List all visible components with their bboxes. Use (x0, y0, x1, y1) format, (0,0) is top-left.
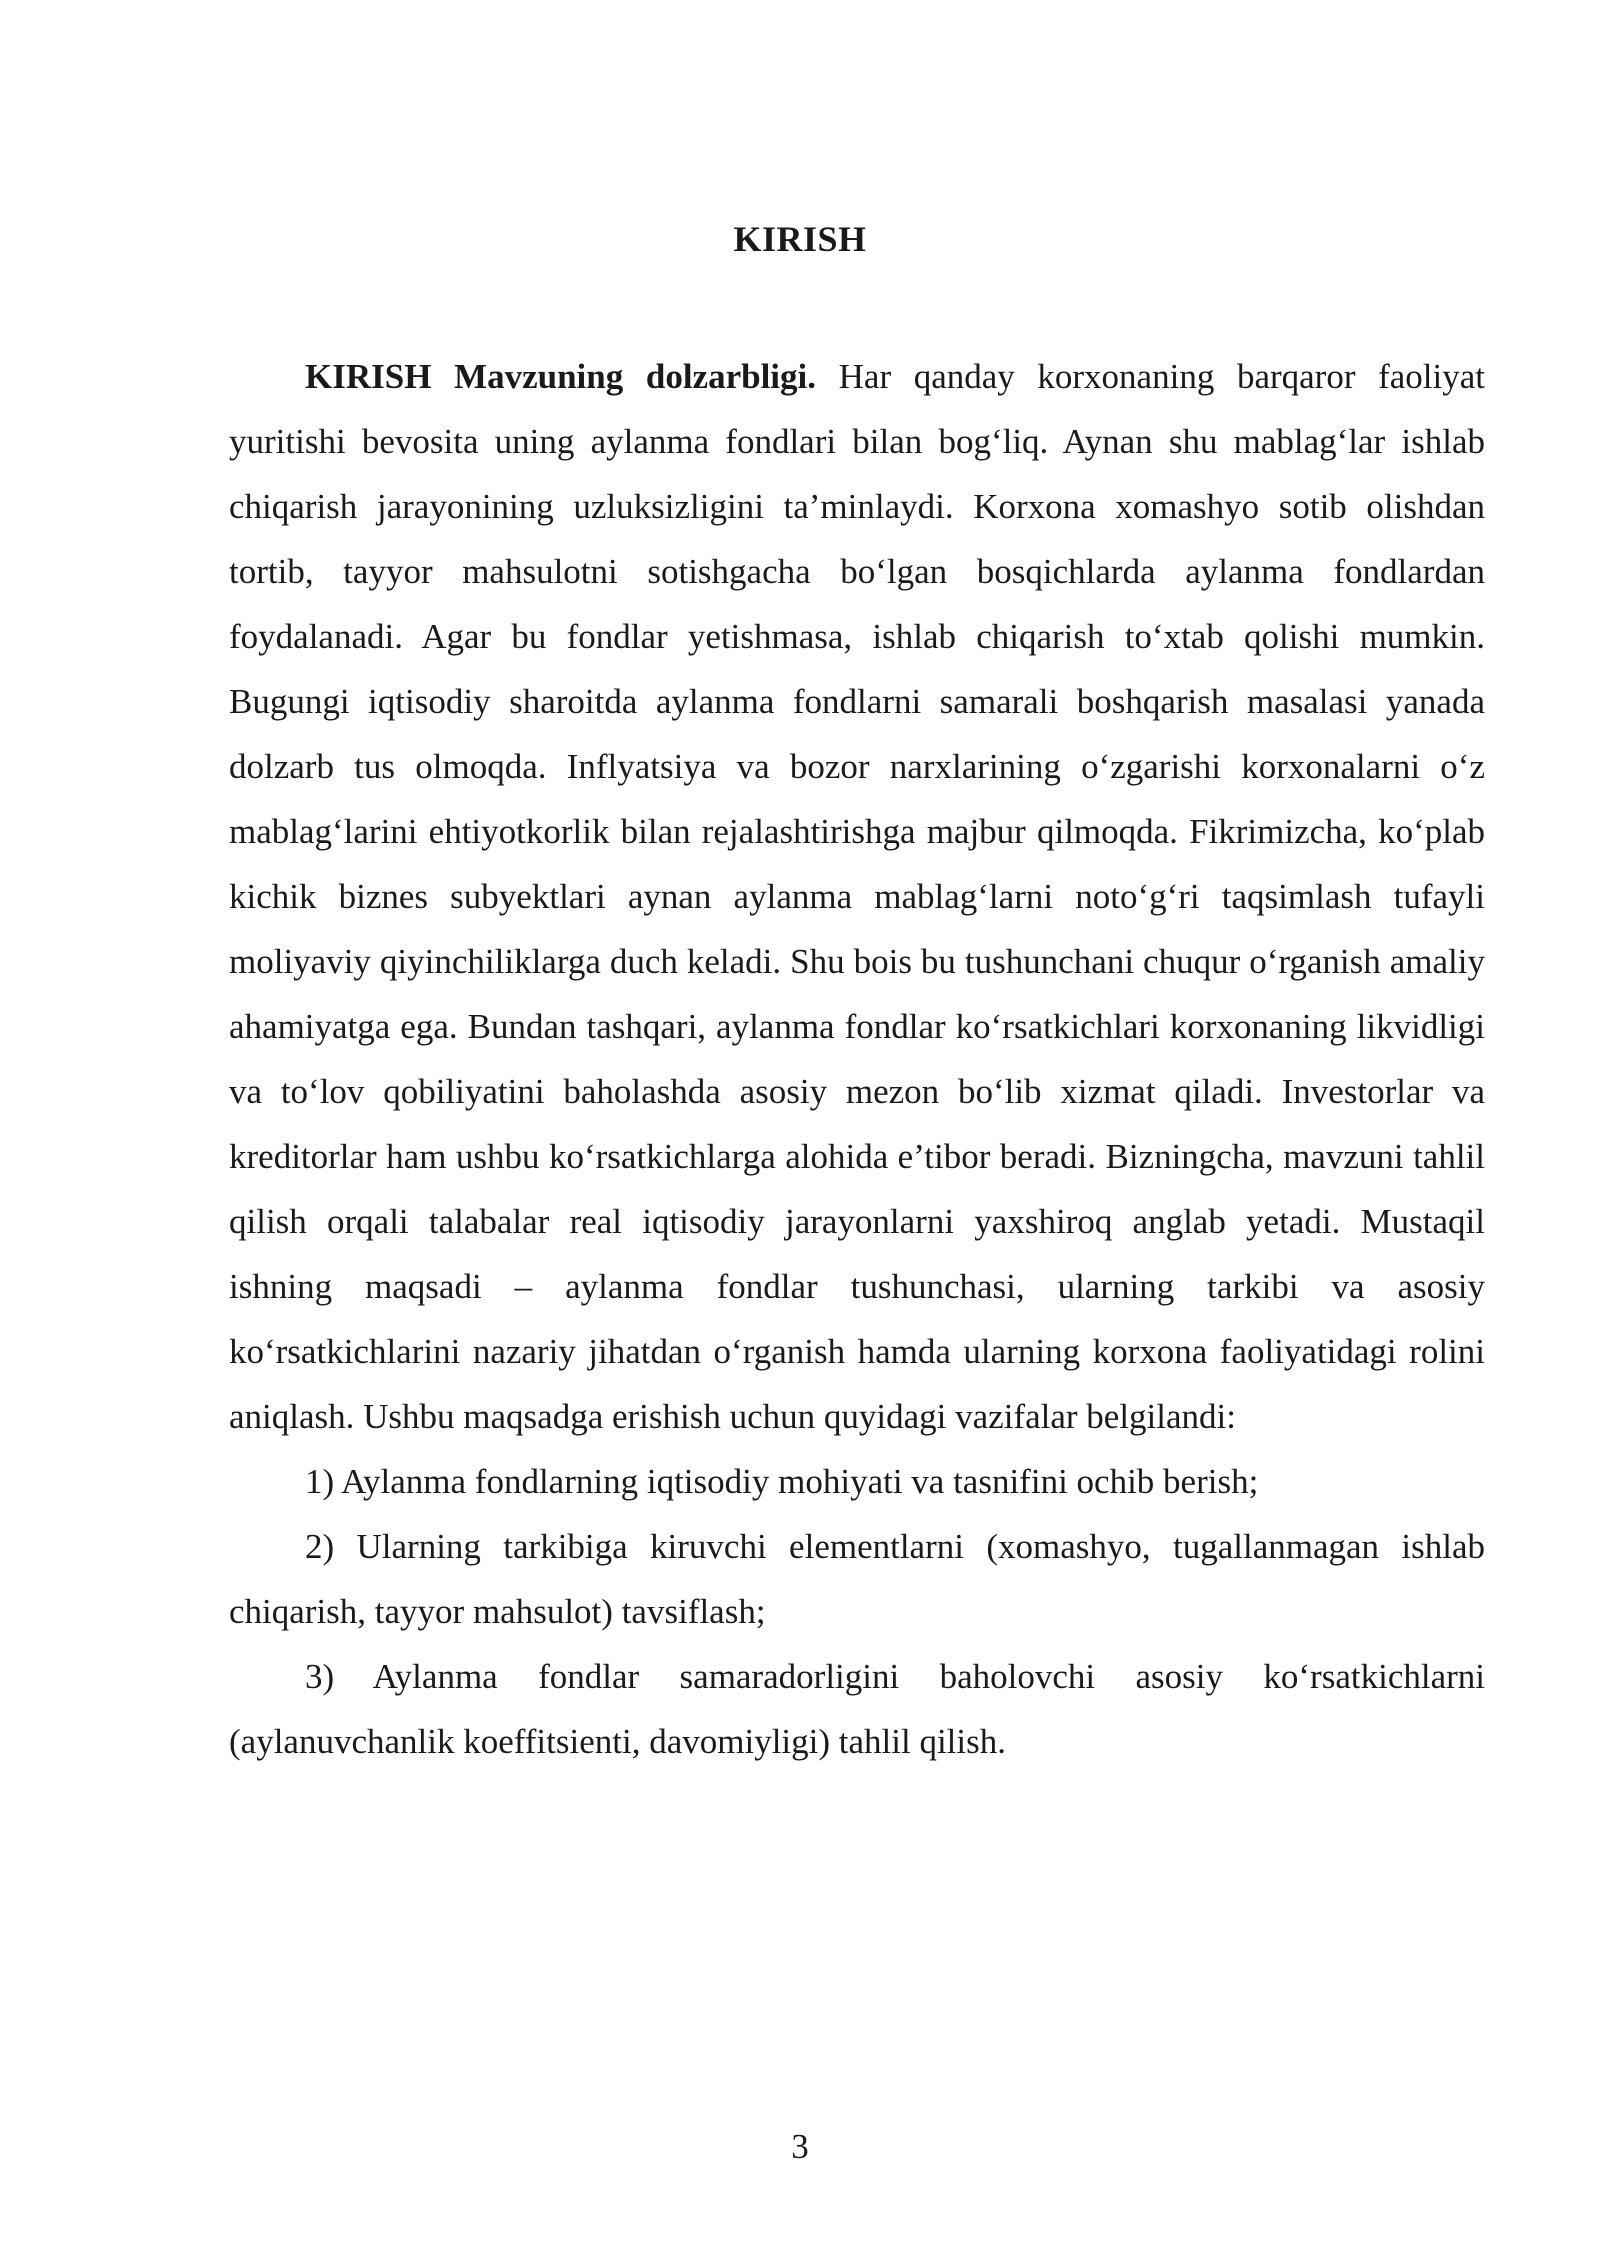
page-title: KIRISH (733, 219, 867, 259)
intro-text: Har qanday korxonaning barqaror faoliyat yuritishi bevosita uning aylanma fondlari bilan bog‘liq. Aynan shu mablag‘lar ishlab chiqarish jarayonining uzluksizligini ta’minlaydi. Korxona xomashyo sotib olishdan tortib, tayyor mahsulotni sotishgacha bo‘lgan bosqichlarda aylanma fondlardan foydalanadi. Agar bu fondlar yetishmasa, ishlab chiqarish to‘xtab qolishi mumkin. Bugungi iqtisodiy sharoitda aylanma fondlarni samarali boshqarish masalasi yanada dolzarb tus olmoqda. Inflyatsiya va bozor narxlarining o‘zgarishi korxonalarni o‘z mablag‘larini ehtiyotkorlik bilan rejalashtirishga majbur qilmoqda. Fikrimizcha, ko‘plab kichik biznes subyektlari aynan aylanma mablag‘larni noto‘g‘ri taqsimlash tufayli moliyaviy qiyinchiliklarga duch keladi. Shu bois bu tushunchani chuqur o‘rganish amaliy ahamiyatga ega. Bundan tashqari, aylanma fondlar ko‘rsatkichlari korxonaning likvidligi va to‘lov qobiliyatini baholashda asosiy mezon bo‘lib xizmat qiladi. Investorlar va kreditorlar ham ushbu ko‘rsatkichlarga alohida e’tibor beradi. Bizningcha, mavzuni tahlil qilish orqali talabalar real iqtisodiy jarayonlarni yaxshiroq anglab yetadi. Mustaqil ishning maqsadi – aylanma fondlar tushunchasi, ularning tarkibi va asosiy ko‘rsatkichlarini nazariy jihatdan o‘rganish hamda ularning korxona faoliyatidagi rolini aniqlash. Ushbu maqsadga erishish uchun quyidagi vazifalar belgilandi: (229, 357, 1485, 1436)
task-item-2: 2) Ularning tarkibiga kiruvchi elementlarni (xomashyo, tugallanmagan ishlab chiqarish, tayyor mahsulot) tavsiflash; (229, 1527, 1485, 1631)
document-body (229, 344, 1485, 1774)
task-item-3: 3) Aylanma fondlar samaradorligini baholovchi asosiy ko‘rsatkichlarni (aylanuvchanlik koeffitsienti, davomiyligi) tahlil qilish. (229, 1657, 1485, 1761)
intro-paragraph (229, 344, 1485, 1449)
task-item-1: 1) Aylanma fondlarning iqtisodiy mohiyati va tasnifini ochib berish; (305, 1462, 1259, 1501)
lead-bold-text: KIRISH Mavzuning dolzarbligi. (305, 357, 817, 396)
page-number: 3 (791, 2127, 809, 2166)
